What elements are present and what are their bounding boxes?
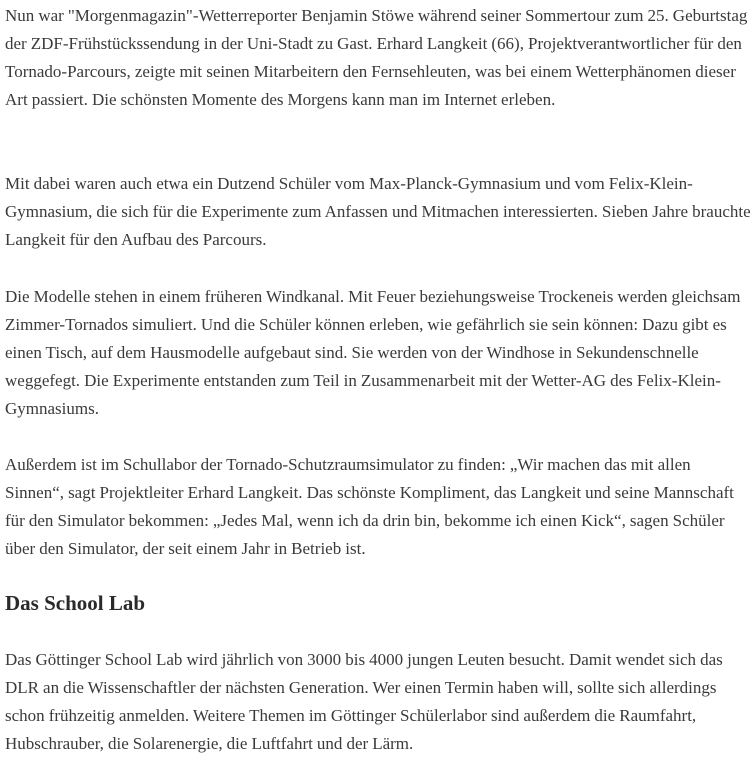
paragraph-modelle: Die Modelle stehen in einem früheren Windkanal. Mit Feuer beziehungsweise Trockeneis werden gleichsam Zimmer-Tornados simuliert. Und die Schüler können erleben, wie gefährlich sie sein können: Dazu gibt es einen Tisch, auf dem Hausmodelle aufgebaut sind. Sie werden von der Windhose in Sekundenschnelle weggefegt. Die Experimente entstanden zum Teil in Zusammenarbeit mit der Wetter-AG des Felix-Klein-Gymnasiums. <box>5 287 741 418</box>
paragraph-school-lab: Das Göttinger School Lab wird jährlich von 3000 bis 4000 jungen Leuten besucht. Damit wendet sich das DLR an die Wissenschaftler der nächsten Generation. Wer einen Termin haben will, sollte sich allerdings schon frühzeitig anmelden. Weitere Themen im Göttinger Schülerlabor sind außerdem die Raumfahrt, Hubschrauber, die Solarenergie, die Luftfahrt und der Lärm. <box>5 650 723 753</box>
section-heading-school-lab: Das School Lab <box>5 591 146 615</box>
paragraph-morgenmagazin: Nun war "Morgenmagazin"-Wetterreporter Benjamin Stöwe während seiner Sommertour zum 25. Geburtstag der ZDF-Frühstückssendung in der Uni-Stadt zu Gast. Erhard Langkeit (66), Projektverantwortlicher für den Tornado-Parcours, zeigte mit seinen Mitarbeitern den Fernsehleuten, was bei einem Wetterphänomen dieser Art passiert. Die schönsten Momente des Morgens kann man im Internet erleben. <box>5 6 748 109</box>
paragraph-schutzraumsimulator: Außerdem ist im Schullabor der Tornado-Schutzraumsimulator zu finden: „Wir machen das mit allen Sinnen“, sagt Projektleiter Erhard Langkeit. Das schönste Kompliment, das Langkeit und seine Mannschaft für den Simulator bekommen: „Jedes Mal, wenn ich da drin bin, bekomme ich einen Kick“, sagen Schüler über den Simulator, der seit einem Jahr in Betrieb ist. <box>5 455 734 558</box>
paragraph-schueler: Mit dabei waren auch etwa ein Dutzend Schüler vom Max-Planck-Gymnasium und vom Felix-Klein-Gymnasium, die sich für die Experimente zum Anfassen und Mitmachen interessierten. Sieben Jahre brauchte Langkeit für den Aufbau des Parcours. <box>5 174 751 249</box>
